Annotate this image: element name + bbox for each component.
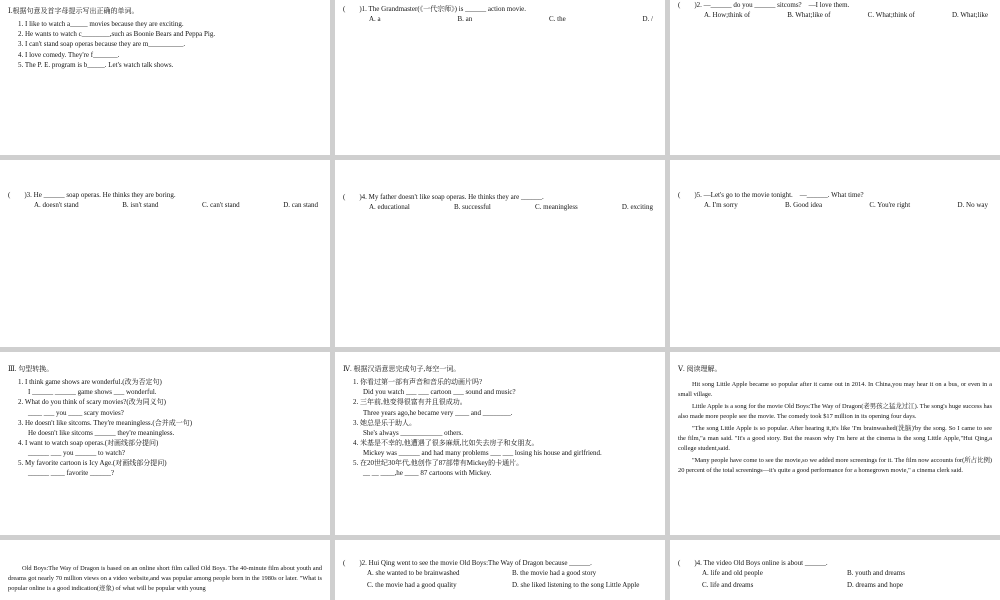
question-line: 5. 在20世纪30年代,他创作了87部带有Mickey的卡通片。 <box>353 459 524 468</box>
answer-line: Mickey was ______ and had many problems ___ ___ losing his house and girlfriend. <box>363 449 602 458</box>
option-d: D. exciting <box>621 203 653 212</box>
question-line: 2. 三年前,他变得很富有并且很成功。 <box>353 398 467 407</box>
panel-choice-4 <box>335 160 665 347</box>
section-heading: Ⅴ. 阅读理解。 <box>678 365 722 373</box>
option-b: B. the movie had a good story <box>512 569 597 578</box>
choice-question: ( )4. The video Old Boys online is about ______. <box>678 559 828 567</box>
panel-translate-complete <box>335 352 665 535</box>
option-a: A. I'm sorry <box>704 201 738 210</box>
reading-paragraph: Old Boys:The Way of Dragon is based on an online short film called Old Boys. The 40-minute film about youth and dreams got nearly 70 million views on a video website,and was popular among people born in the 1980s or later. "What is popular online is a good indication(迹象) of what will be popular with young <box>8 565 322 592</box>
answer-line: I ______ ______ game shows ___ wonderful. <box>28 388 157 397</box>
section-heading: Ⅰ.根据句意及首字母提示写出正确的单词。 <box>8 7 139 15</box>
answer-line: ______ ____ favorite ______? <box>28 469 115 478</box>
answer-line: __ __ ____,he ____ 87 cartoons with Mickey. <box>363 469 492 478</box>
question-line: 5. My favorite cartoon is Icy Age.(对画线部分提问) <box>18 459 167 468</box>
question-line: 3. He doesn't like sitcoms. They're meaningless.(合并成一句) <box>18 418 193 427</box>
panel-choice-2 <box>670 0 1000 155</box>
section-heading: Ⅳ. 根据汉语意思完成句子,每空一词。 <box>343 365 461 373</box>
section-heading: Ⅲ. 句型转换。 <box>8 365 54 373</box>
choice-options <box>678 200 992 210</box>
choice-question: ( )2. Hui Qing went to see the movie Old Boys:The Way of Dragon because ______. <box>343 559 592 567</box>
question-line: 1. I like to watch a_____ movies because they are exciting. <box>18 20 184 29</box>
question-line: 3. I can't stand soap operas because they are m__________. <box>18 40 186 49</box>
option-c: C. You're right <box>869 201 911 210</box>
option-b: B. an <box>457 15 473 24</box>
option-c: C. What;think of <box>867 11 915 20</box>
option-b: B. Good idea <box>784 201 823 210</box>
question-line: 3. 她总是乐于助人。 <box>353 418 416 427</box>
choice-options <box>343 14 657 24</box>
option-a: A. educational <box>369 203 410 212</box>
choice-question: ( )2. —______ do you ______ sitcoms? —I love them. <box>678 1 850 9</box>
panel-reading-question-2 <box>335 540 665 600</box>
question-line: 4. I want to watch soap operas.(对画线部分提问) <box>18 438 159 447</box>
answer-line: Three years ago,he became very ____ and ________. <box>363 408 513 417</box>
choice-options <box>678 10 992 20</box>
question-line: 1. 你看过第一部有声音和音乐的动画片吗? <box>353 378 483 387</box>
panel-fill-in-words <box>0 0 330 155</box>
choice-options <box>343 568 657 590</box>
option-b: B. youth and dreams <box>847 569 905 578</box>
choice-question: ( )5. —Let's go to the movie tonight. —______. What time? <box>678 191 864 199</box>
choice-question: ( )1. The Grandmaster(《一代宗师》) is ______ action movie. <box>343 5 527 13</box>
option-d: D. she liked listening to the song Little Apple <box>512 581 640 590</box>
option-a: A. How;think of <box>704 11 751 20</box>
option-a: A. doesn't stand <box>34 201 79 210</box>
reading-paragraph: "Many people have come to see the movie,so we added more screenings for it. The film now accounts for(所占比例) 20 percent of the total screenings—it's quite a good performance for a homegrown movie," a cinema clerk said. <box>678 456 992 474</box>
option-b: B. isn't stand <box>122 201 159 210</box>
option-b: B. successful <box>453 203 491 212</box>
panel-choice-5 <box>670 160 1000 347</box>
reading-paragraph: Little Apple is a song for the movie Old Boys:The Way of Dragon(老男孩之猛龙过江). The song's huge success has also made more people see the movie. The comedy took $17 million in its opening four days. <box>678 402 992 420</box>
panel-choice-3 <box>0 160 330 347</box>
question-line: 5. The P. E. program is b_____. Let's watch talk shows. <box>18 60 174 69</box>
question-line: 2. He wants to watch c________,such as Boonie Bears and Peppa Pig. <box>18 30 216 39</box>
choice-options <box>678 568 992 590</box>
option-d: D. can stand <box>283 201 318 210</box>
option-a: A. a <box>369 15 381 24</box>
choice-options <box>343 202 657 212</box>
question-line: 4. 米基是不幸的,他遭遇了很多麻烦,比如失去房子和女朋友。 <box>353 438 539 447</box>
question-line: 2. What do you think of scary movies?(改为同义句) <box>18 398 167 407</box>
answer-line: ____ ___ you ____ scary movies? <box>28 408 124 417</box>
option-b: B. What;like of <box>787 11 831 20</box>
option-d: D. No way <box>957 201 988 210</box>
reading-paragraph: Hit song Little Apple became so popular after it came out in 2014. In China,you may hear it on a bus, or even in a small village. <box>678 381 992 399</box>
panel-reading-question-4 <box>670 540 1000 600</box>
option-a: A. she wanted to be brainwashed <box>367 569 460 578</box>
answer-line: He doesn't like sitcoms ______ they're meaningless. <box>28 428 175 437</box>
choice-question: ( )3. He ______ soap operas. He thinks they are boring. <box>8 191 176 199</box>
reading-paragraph: "The song Little Apple is so popular. After hearing it,it's like 'I'm brainwashed(洗脑)'by the song. So I came to see the film,"a man said. "It's a good story. But the reason why I'm here at the cinema is the song Little Apple,"Hui Qing,a college student,said. <box>678 424 992 452</box>
answer-line: She's always ____________ others. <box>363 428 464 437</box>
option-c: C. can't stand <box>201 201 240 210</box>
option-c: C. the <box>548 15 566 24</box>
option-d: D. / <box>642 15 653 24</box>
panel-sentence-transform <box>0 352 330 535</box>
option-d: D. dreams and hope <box>847 581 903 590</box>
question-line: 1. I think game shows are wonderful.(改为否定句) <box>18 378 162 387</box>
answer-line: Did you watch ___ ___ cartoon ___ sound and music? <box>363 388 516 397</box>
option-d: D. What;like <box>951 11 988 20</box>
option-c: C. life and dreams <box>702 581 754 590</box>
panel-reading-continued <box>0 540 330 600</box>
panel-reading <box>670 352 1000 535</box>
option-c: C. the movie had a good quality <box>367 581 457 590</box>
option-a: A. life and old people <box>702 569 763 578</box>
question-line: 4. I love comedy. They're f_______. <box>18 50 120 59</box>
choice-options <box>8 200 322 210</box>
choice-question: ( )4. My father doesn't like soap operas. He thinks they are ______. <box>343 193 544 201</box>
answer-line: ______ ___ you ______ to watch? <box>28 449 126 458</box>
option-c: C. meaningless <box>535 203 578 212</box>
panel-choice-1 <box>335 0 665 155</box>
